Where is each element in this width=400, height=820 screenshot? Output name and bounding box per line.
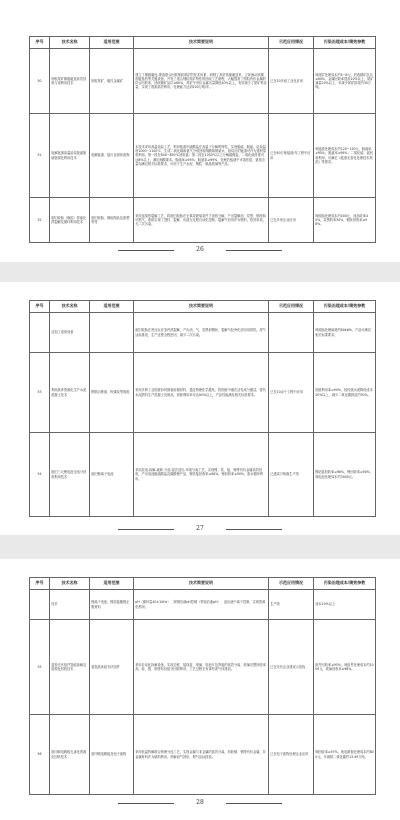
technology-table-page-2 (29, 300, 376, 517)
header-description: 技术简要说明 (134, 578, 269, 590)
header-demo: 示范应用情况 (269, 578, 314, 590)
row-performance: 成本10%以上 (314, 590, 376, 620)
row-performance: 吨尾矿处理成本约5~8元，回收精矿品位≥60%，金属回收率提高10%以上，尾矿减量20%以上，年减少尾矿排放约30万吨。 (314, 49, 376, 114)
technology-table-page-1 (29, 36, 376, 243)
row-description: 废旧轮胎在密闭反应釜内热裂解，产出油、气、炭黑和钢丝，裂解气经净化后回用供热，尾气达标排放，生产过程全程密闭，减少二次污染。 (134, 313, 269, 353)
row-performance: 镍钴锰回收率≥98%，锂回收率≥90%，吨电池处理成本约3000元。 (314, 433, 376, 517)
page-number: 26 (196, 246, 204, 253)
table-row (30, 353, 376, 433)
row-scope: 废旧锂离子电池 (90, 433, 134, 517)
row-tech-name: 退役光伏组件智能拆解及资源化回收技术 (50, 620, 90, 715)
header-scope: 适用范围 (90, 37, 134, 49)
row-performance: 吨轮胎处理成本约400元，油品收率45%，炭黑收率30%，钢丝回收率≥98%。 (314, 198, 376, 243)
row-scope: 退役晶体硅光伏组件 (90, 620, 134, 715)
document-page-1 (0, 0, 400, 262)
row-number: 54 (30, 433, 50, 517)
document-page-3 (0, 559, 400, 820)
row-tech-name: 废印刷电路板无害化资源化回收技术 (50, 715, 90, 795)
row-scope (90, 313, 134, 353)
header-number: 序号 (30, 37, 50, 49)
row-performance: 吨轮胎处理能耗约80kWh，产品可满足相关标准要求。 (314, 313, 376, 353)
header-description: 技术简要说明 (134, 301, 269, 313)
row-description: 采用连续热裂解工艺，将废旧轮胎在无氧或缺氧条件下加热分解，产出裂解油、炭黑、钢丝和可燃气。系统实现了进料、裂解、出渣全过程自动化控制，裂解气回用作为燃料，热效率高，无二次污染。 (134, 198, 269, 243)
row-tech-name: 电解锰渣高温焙烧脱氨脱硫资源化利用技术 (50, 114, 90, 198)
row-demo (269, 313, 314, 353)
document-page-2 (0, 282, 400, 535)
row-description: 本技术采用高温焙烧工艺，利用锰渣中硫酸盐在高温下分解的特性，实现脱硫、脱氨。焙烧温度1000~1100℃，生成二氧化硫和氨气分别回收制酸和制氨水，焙烧后的锰渣可作为建材原料利用。第一段在800~850℃回收氨；第二段在1050℃以上分解硫酸盐，二氧化硫浓度可达8%以上，满足制酸要求。脱硫率≥95%，脱氨率≥99%，处理后锰渣中可溶性锰、氨氮含量均满足相关标准要求，可用于生产水泥、陶粒、微晶玻璃等产品。 (134, 114, 269, 198)
page-number: 28 (196, 799, 204, 806)
row-demo: 已在10余个工程中应用 (269, 353, 314, 433)
header-performance: 污染治理成本/绩效参数 (314, 301, 376, 313)
row-tech-name: 废旧三元锂电池全组分回收利用技术 (50, 433, 90, 517)
table-row (30, 313, 376, 353)
row-number: 51 (30, 114, 50, 198)
header-demo: 示范应用情况 (269, 37, 314, 49)
row-tech-name: 利用废弃资源化生产水泥混凝土技术 (50, 353, 90, 433)
row-demo: 已在多家企业应用 (269, 198, 314, 243)
row-description: 建立了梯级磁选-重选联合回收细粒尾矿的技术体系，研制了高效浓缩磁选机、立环脉动高梯度磁选机等关键设备，开发了适合细粒尾矿特性的回收工艺流程，大幅提高了细粒有价金属的综合回收率，回收精矿品位≥60%，尾矿中有价金属含量降低40%以上，有效减少了尾矿堆存量，实现了资源高效利用，处理能力达到200万吨/年。 (134, 49, 269, 114)
technology-table-page-3 (29, 577, 376, 795)
row-number: 50 (30, 49, 50, 114)
row-number (30, 590, 50, 620)
row-description: pH（循环量40±10Hz）、除铜后液pH控制（铁铝后液pH）、浸出液中离子控制，实现资源化利用。 (134, 590, 269, 620)
header-tech-name: 技术名称 (50, 37, 90, 49)
header-performance: 污染治理成本/绩效参数 (314, 578, 376, 590)
page-gap (0, 535, 400, 559)
table-row (30, 198, 376, 243)
table-row (30, 590, 376, 620)
header-scope: 适用范围 (90, 578, 134, 590)
row-performance: 固废利用率≥90%，较传统水泥降低成本20%以上，减少二氧化碳排放约30%。 (314, 353, 376, 433)
table-header-row (30, 37, 376, 49)
page-number: 27 (196, 525, 204, 532)
row-tech-name: 废旧轮胎（橡胶）智能化热裂解及循环利用技术 (50, 198, 90, 243)
row-demo: 已在20多座工业化应用 (269, 49, 314, 114)
row-description: 采用放电-拆解-破碎-分选-湿法浸出-萃取分离工艺，实现镍、钴、锰、锂等有价金属高效回收，产出电池级硫酸盐及碳酸锂产品，镍钴锰回收率≥98%，锂回收率≥90%，废水循环利用。 (134, 433, 269, 517)
header-scope: 适用范围 (90, 301, 134, 313)
table-row (30, 49, 376, 114)
footer-rule-right (226, 529, 282, 530)
row-description: 采用多种工业固废协同制备胶凝材料，通过物理化学激发，将固废中潜在活性成分激活，替代水泥熟料生产混凝土及制品，固废利用率可达90%以上，产品性能满足相关标准要求。 (134, 353, 269, 433)
row-performance: 组件回收率≥95%，吨组件处理成本约1000元，玻璃回收率≥98%。 (314, 620, 376, 715)
row-scope: 废旧轮胎、橡胶制品及废塑料等 (90, 198, 134, 243)
header-tech-name: 技术名称 (50, 301, 90, 313)
header-demo: 示范应用情况 (269, 301, 314, 313)
row-number: 53 (30, 353, 50, 433)
table-row (30, 715, 376, 795)
row-number: 55 (30, 620, 50, 715)
table-row (30, 114, 376, 198)
row-scope: 锂离子电池、镍钴锰酸锂正极材料 (90, 590, 134, 620)
header-tech-name: 技术名称 (50, 578, 90, 590)
row-demo: 已建成万吨级生产线 (269, 433, 314, 517)
row-number: 52 (30, 198, 50, 243)
table-row (30, 433, 376, 517)
row-description: 采用自动化拆解设备，实现边框、接线盒、玻璃、电池片及背板的高效分离，玻璃完整回收率高，硅、银、铜等有价组分回收利用，工艺过程无有毒有害气体排放。 (134, 620, 269, 715)
page-gap (0, 262, 400, 282)
row-demo: 生产线 (269, 590, 314, 620)
row-scope: 废印刷电路板及电子废物 (90, 715, 134, 795)
row-performance: 吨锰渣处理成本约120~150元，脱硫率≥95%，脱氨率≥99%；二氧化硫、氨回收利用，可满足《锰渣无害化处理技术规范》等要求。 (314, 114, 376, 198)
row-number (30, 313, 50, 353)
row-demo: 已在60万吨锰渣/年工程中应用 (269, 114, 314, 198)
header-number: 序号 (30, 301, 50, 313)
row-demo: 已在光伏企业建成示范线 (269, 620, 314, 715)
table-header-row (30, 301, 376, 313)
header-performance: 污染治理成本/绩效参数 (314, 37, 376, 49)
row-scope: 钢铁冶炼渣、粉煤灰等固废 (90, 353, 134, 433)
table-header-row (30, 578, 376, 590)
header-number: 序号 (30, 578, 50, 590)
footer-rule-right (226, 803, 282, 804)
footer-rule-right (226, 250, 282, 251)
header-description: 技术简要说明 (134, 37, 269, 49)
table-row (30, 620, 376, 715)
row-tech-name: 活加工成套设备 (50, 313, 90, 353)
row-tech-name: 技术 (50, 590, 90, 620)
row-number: 56 (30, 715, 50, 795)
row-performance: 铜回收率≥97%，吨电路板处理成本约800元，年减排二氧化碳约13.49万吨。 (314, 715, 376, 795)
row-scope: 电解锰渣、锰行业固体废物 (90, 114, 134, 198)
row-description: 采用低温热解联合物理分选工艺，实现金属与非金属的高效分离，回收铜、锡等有价金属，非金属材料作为填料利用，热解油气回用，烟气达标排放。 (134, 715, 269, 795)
row-scope: 细粒尾矿、磁性金属矿 (90, 49, 134, 114)
row-demo: 已在电子废物处理企业应用 (269, 715, 314, 795)
row-tech-name: 细粒尾矿梯级磁选高效回收与再利用技术 (50, 49, 90, 114)
